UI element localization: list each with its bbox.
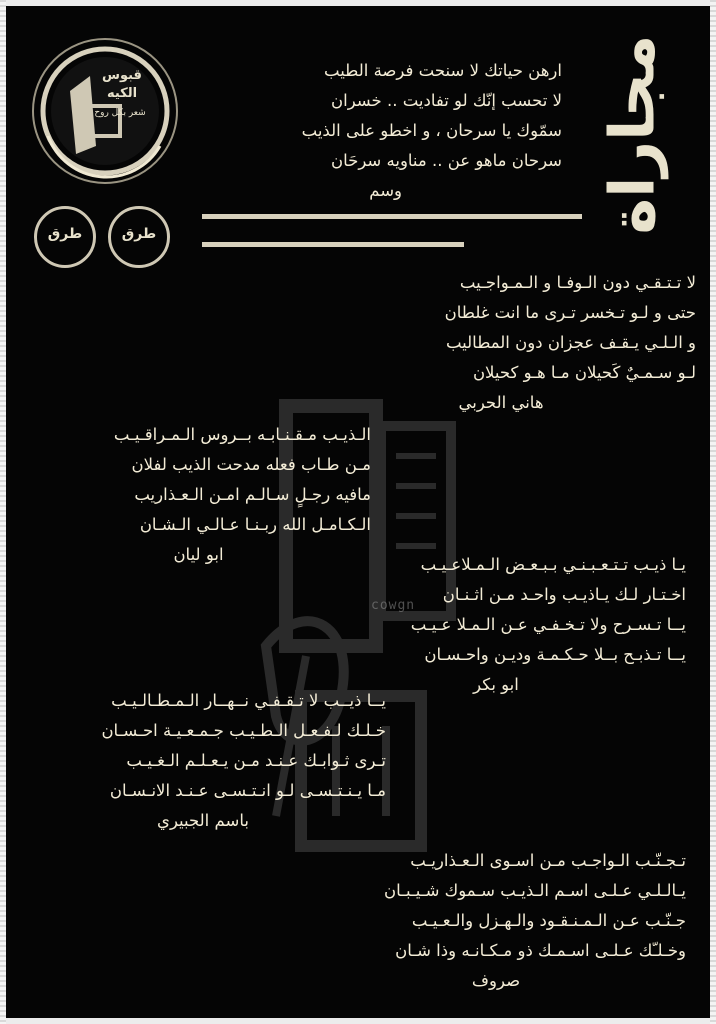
poem-line: حتى و لـو تـخسر تـرى ما انت غلطان — [444, 303, 696, 322]
title-block — [572, 28, 692, 235]
poem-line: الـكـامـل الله ربـنـا عـالـي الـشـان — [139, 515, 371, 534]
watermark-text: cowgn — [371, 598, 416, 613]
poem-block-4 — [20, 686, 386, 836]
poem-author: ابو بكر — [473, 675, 519, 694]
logo-tagline: شعر بكل روح — [94, 108, 146, 118]
intro-line: سرحان ماهو عن .. مناويه سرحَان — [330, 151, 562, 170]
poem-block-3 — [306, 550, 686, 700]
poem-line: وخـلـّك عـلـى اسـمـك ذو مـكـانـه وذا شـان — [395, 941, 686, 960]
right-border-texture — [710, 0, 716, 1024]
poem-line: يــا تـسـرح ولا تـخـفـي عـن الـمـلا عـيـب — [410, 615, 686, 634]
poem-line: جـنّـب عـن الـمـنـقـود والـهـزل والـعـيـب — [411, 911, 686, 930]
badge-right-label: طرق — [121, 226, 157, 242]
divider-bar-bottom — [202, 242, 464, 247]
poem-line: و الـلـي يـقـف عجزان دون المطاليب — [445, 333, 696, 352]
poem-line: مـن طـاب فعله مدحت الذيب لفلان — [131, 455, 371, 474]
poem-line: تـجـنّـب الـواجـب مـن اسـوى الـعـذاريـب — [410, 851, 686, 870]
poem-line: يـا ذيـب تـتـعـبـنـي بـبـعـض الـمـلاعـيـب — [420, 555, 686, 574]
poem-line: يـالـلـي عـلـى اسـم الـذيـب سـموك شـيـبـان — [383, 881, 686, 900]
poem-line: تـرى ثـوابـك عـنـد مـن يـعـلـم الـغـيـب — [126, 751, 386, 770]
poem-author: ابو ليان — [173, 545, 224, 564]
badge-left-icon — [34, 206, 96, 268]
poem-line: خـلـك لـفـعـل الـطـيـب جـمـعـيـة احـسـان — [101, 721, 386, 740]
logo-line-2: الكيه — [106, 86, 138, 101]
poem-line: مافيه رجـلٍ سـالـم امـن الـعـذاريب — [134, 485, 371, 504]
poem-author: هاني الحربي — [458, 393, 544, 412]
intro-line: ارهن حياتك لا سنحت فرصة الطيب — [324, 61, 562, 80]
poem-author: صروف — [471, 971, 521, 990]
poem-author: باسم الجبيري — [157, 811, 249, 830]
poem-line: اخـتـار لـك يـاذيـب واحـد مـن اثـنـان — [442, 585, 686, 604]
poem-line: الـذيـب مـقـنـابـه بــروس الـمـراقـيـب — [113, 425, 371, 444]
divider-bar-top — [202, 214, 582, 219]
poem-line: مـا يـنـتـسـى لـو انـتـسـى عـنـد الانـسـان — [109, 781, 386, 800]
badge-left-label: طرق — [47, 226, 83, 242]
poem-block-5 — [306, 846, 686, 996]
poem-block-2 — [26, 420, 371, 570]
intro-line: لا تحسب إنّك لو تفاديت .. خسران — [331, 91, 562, 110]
poem-line: يــا ذيــب لا تـقـفـي نــهــار الـمـطـالـيـب — [111, 691, 386, 710]
intro-line: وسم — [369, 181, 402, 200]
page-title: مجاراة — [595, 34, 669, 235]
poem-line: يــا تـذبـح بــلا حـكـمـة وديـن واحـسـان — [424, 645, 686, 664]
logo-line-1: قبوس — [102, 68, 142, 83]
poem-line: لـو سـمـيٌ كَحيلان مـا هـو كحيلان — [472, 363, 696, 382]
poem-line: لا تـتـقـي دون الـوفـا و الـمـواجـيب — [459, 273, 696, 292]
poem-block-1 — [306, 268, 696, 418]
intro-verse — [192, 56, 562, 206]
poster — [6, 6, 710, 1018]
badge-right-icon — [108, 206, 170, 268]
intro-line: سمّوك يا سرحان ، و اخطو على الذيب — [301, 121, 562, 140]
